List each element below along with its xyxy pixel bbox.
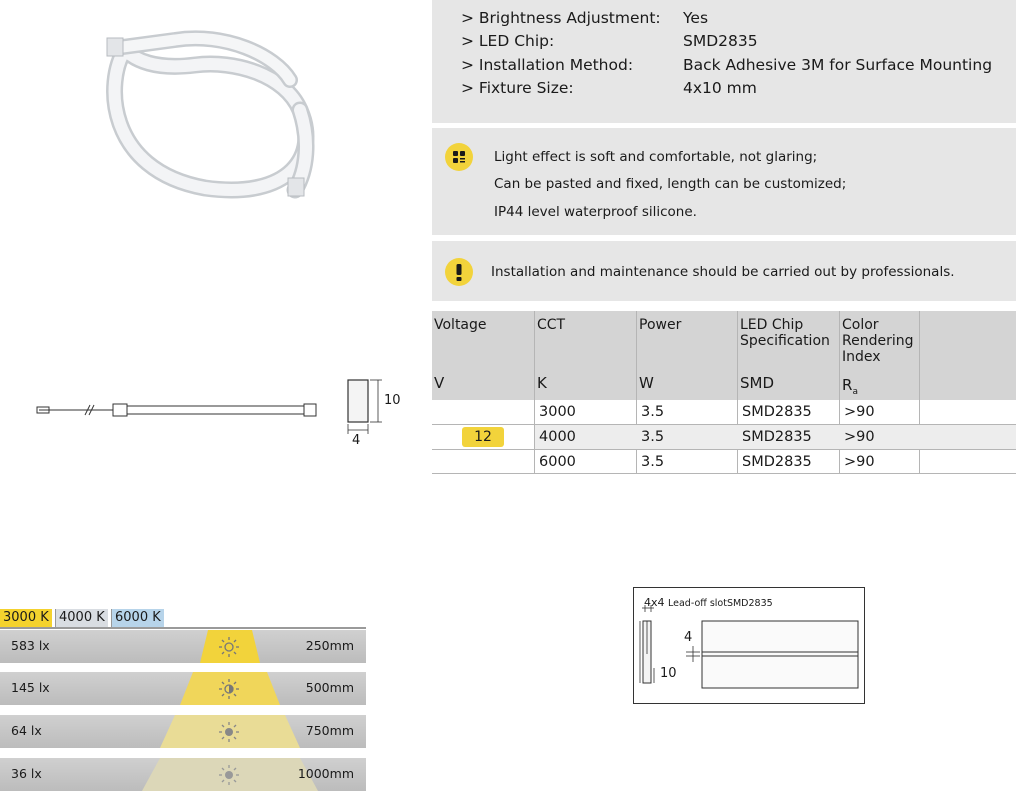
profile-lead-off-label: Lead-off slotSMD2835 bbox=[668, 598, 773, 609]
unit-cri-symbol: $R_a$ bbox=[842, 376, 858, 397]
th-voltage: Voltage bbox=[434, 317, 487, 333]
cell-r1-chip: SMD2835 bbox=[742, 404, 812, 420]
spec-label-installation: > Installation Method: bbox=[461, 56, 634, 74]
lux-distance-1: 250mm bbox=[305, 638, 354, 653]
features-panel bbox=[432, 128, 1016, 235]
feature-list-icon bbox=[445, 143, 473, 171]
lux-distance-4: 1000mm bbox=[297, 766, 354, 781]
fixture-side-drawing bbox=[35, 395, 325, 425]
cct-tab-6000[interactable]: 6000 K bbox=[111, 609, 164, 627]
th-cri-line2: Rendering bbox=[842, 333, 914, 349]
th-cri-line1: Color bbox=[842, 317, 879, 333]
spec-label-led-chip: > LED Chip: bbox=[461, 32, 555, 50]
spec-label-size: > Fixture Size: bbox=[461, 79, 574, 97]
cell-r3-power: 3.5 bbox=[641, 454, 665, 470]
lux-value-1: 583 lx bbox=[11, 638, 50, 653]
unit-power: W bbox=[639, 374, 654, 392]
lux-distance-2: 500mm bbox=[305, 680, 354, 695]
cell-r3-cri: >90 bbox=[844, 454, 875, 470]
lux-row-3 bbox=[0, 715, 366, 748]
lux-value-2: 145 lx bbox=[11, 680, 50, 695]
half-sun-icon bbox=[219, 679, 239, 699]
spec-value-size: 4x10 mm bbox=[683, 79, 757, 97]
dim-width: 4 bbox=[352, 433, 361, 448]
warning-panel bbox=[432, 241, 1016, 301]
lux-row-4 bbox=[0, 758, 366, 791]
profile-dim-top: 4 bbox=[684, 630, 693, 645]
th-led-chip-line2: Specification bbox=[740, 333, 830, 349]
unit-cri-subscript: a bbox=[852, 387, 858, 397]
table-header bbox=[432, 311, 1016, 400]
dim-height: 10 bbox=[384, 393, 401, 408]
th-cct: CCT bbox=[537, 317, 566, 333]
profile-slot-label bbox=[644, 596, 773, 609]
product-photo bbox=[95, 20, 330, 205]
unit-voltage: V bbox=[434, 374, 445, 392]
lux-row-2 bbox=[0, 672, 366, 705]
lux-value-4: 36 lx bbox=[11, 766, 42, 781]
sun-icon bbox=[219, 722, 239, 742]
lux-row-1 bbox=[0, 630, 366, 663]
exclamation-icon bbox=[445, 258, 473, 286]
feature-line-3: IP44 level waterproof silicone. bbox=[494, 204, 697, 220]
cct-tab-3000[interactable]: 3000 K bbox=[0, 609, 52, 627]
cell-r2-cct: 4000 bbox=[539, 429, 576, 445]
profile-drawing bbox=[633, 587, 865, 704]
cell-r1-cct: 3000 bbox=[539, 404, 576, 420]
unit-cct: K bbox=[537, 374, 547, 392]
spec-label-brightness: > Brightness Adjustment: bbox=[461, 9, 661, 27]
cell-r3-chip: SMD2835 bbox=[742, 454, 812, 470]
profile-dim-side: 10 bbox=[660, 666, 677, 681]
spec-value-brightness: Yes bbox=[683, 9, 709, 27]
th-cri-line3: Index bbox=[842, 349, 881, 365]
spec-value-installation: Back Adhesive 3M for Surface Mounting bbox=[683, 56, 993, 74]
lux-distance-3: 750mm bbox=[305, 723, 354, 738]
cell-r3-cct: 6000 bbox=[539, 454, 576, 470]
unit-chip: SMD bbox=[740, 374, 775, 392]
cell-r2-power: 3.5 bbox=[641, 429, 665, 445]
feature-line-1: Light effect is soft and comfortable, not glaring; bbox=[494, 149, 818, 165]
th-led-chip-line1: LED Chip bbox=[740, 317, 804, 333]
cross-section-drawing bbox=[340, 376, 410, 450]
cell-r2-cri: >90 bbox=[844, 429, 875, 445]
spec-value-led-chip: SMD2835 bbox=[683, 32, 758, 50]
lux-value-3: 64 lx bbox=[11, 723, 42, 738]
spec-panel bbox=[432, 0, 1016, 123]
warning-text: Installation and maintenance should be carried out by professionals. bbox=[491, 264, 955, 280]
sun-icon bbox=[219, 765, 239, 785]
cell-r1-cri: >90 bbox=[844, 404, 875, 420]
sun-icon bbox=[219, 637, 239, 657]
th-power: Power bbox=[639, 317, 682, 333]
feature-line-2: Can be pasted and fixed, length can be customized; bbox=[494, 176, 847, 192]
cell-r1-power: 3.5 bbox=[641, 404, 665, 420]
unit-cri bbox=[842, 377, 858, 400]
voltage-value: 12 bbox=[462, 427, 504, 447]
profile-slot-size: 4x4 bbox=[644, 596, 665, 609]
cct-tab-4000[interactable]: 4000 K bbox=[55, 609, 108, 627]
cell-r2-chip: SMD2835 bbox=[742, 429, 812, 445]
